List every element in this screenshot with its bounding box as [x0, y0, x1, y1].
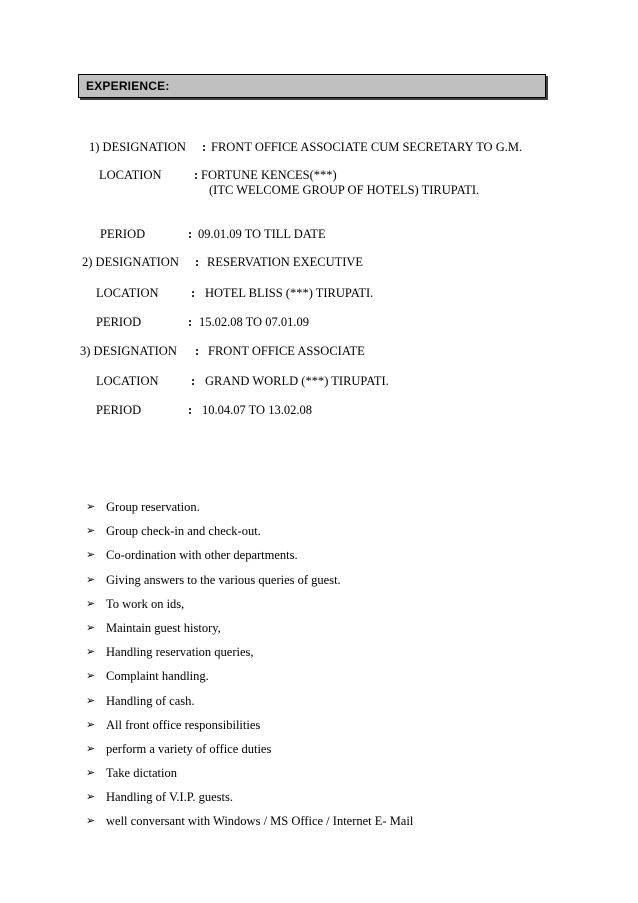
job-3-location-label: LOCATION	[96, 374, 159, 388]
list-item	[86, 524, 413, 548]
list-item-text: Group check-in and check-out.	[106, 524, 261, 539]
job-2-location-label: LOCATION	[96, 286, 159, 300]
job-1-location-label: LOCATION	[99, 168, 162, 182]
arrow-bullet-icon: ➢	[86, 524, 96, 538]
job-1-location-value-line2: (ITC WELCOME GROUP OF HOTELS) TIRUPATI.	[209, 183, 480, 197]
job-1-location-separator: :	[194, 168, 199, 182]
arrow-bullet-icon: ➢	[86, 548, 96, 562]
job-3-designation-value: FRONT OFFICE ASSOCIATE	[208, 344, 365, 358]
list-item-text: Take dictation	[106, 766, 177, 781]
job-1-location-value: FORTUNE KENCES(***)	[201, 168, 337, 182]
job-2-period-label: PERIOD	[96, 315, 142, 329]
list-item-text: To work on ids,	[106, 596, 185, 611]
list-item-text: well conversant with Windows / MS Office / Internet E- Mail	[106, 814, 414, 829]
list-item-text: perform a variety of office duties	[106, 741, 272, 756]
list-item	[86, 790, 413, 814]
job-1-designation-label: 1) DESIGNATION	[89, 140, 186, 154]
list-item	[86, 645, 413, 669]
list-item	[86, 718, 413, 742]
job-3-period-label: PERIOD	[96, 403, 142, 417]
arrow-bullet-icon: ➢	[86, 620, 96, 634]
list-item-text: Handling of V.I.P. guests.	[106, 790, 233, 805]
list-item	[86, 548, 413, 572]
list-item-text: Handling reservation queries,	[106, 645, 254, 660]
job-1-period-label: PERIOD	[100, 227, 146, 241]
job-1-period-value: 09.01.09 TO TILL DATE	[198, 227, 326, 241]
job-3-location-value: GRAND WORLD (***) TIRUPATI.	[205, 374, 389, 388]
job-3-designation-label: 3) DESIGNATION	[80, 344, 177, 358]
list-item-text: Complaint handling.	[106, 669, 209, 684]
job-2-period-separator: :	[188, 315, 193, 329]
job-1-designation-value: FRONT OFFICE ASSOCIATE CUM SECRETARY TO G.M.	[211, 140, 523, 154]
arrow-bullet-icon: ➢	[86, 500, 96, 513]
list-item	[86, 766, 413, 790]
job-2-period-value: 15.02.08 TO 07.01.09	[199, 315, 309, 329]
arrow-bullet-icon: ➢	[86, 693, 96, 707]
arrow-bullet-icon: ➢	[86, 596, 96, 610]
list-item	[86, 621, 413, 645]
list-item	[86, 500, 413, 524]
job-1-period-separator: :	[188, 227, 193, 241]
list-item-text: Co-ordination with other departments.	[106, 548, 298, 563]
arrow-bullet-icon: ➢	[86, 790, 96, 804]
job-3-designation-separator: :	[195, 344, 200, 358]
job-2-location-value: HOTEL BLISS (***) TIRUPATI.	[205, 286, 374, 300]
list-item	[86, 814, 413, 838]
list-item-text: Giving answers to the various queries of guest.	[106, 572, 341, 587]
list-item	[86, 573, 413, 597]
arrow-bullet-icon: ➢	[86, 669, 96, 683]
responsibilities-list	[86, 500, 413, 839]
arrow-bullet-icon: ➢	[86, 741, 96, 755]
experience-section-header	[78, 74, 546, 98]
job-2-designation-value: RESERVATION EXECUTIVE	[207, 255, 364, 269]
job-3-period-separator: :	[188, 403, 193, 417]
list-item-text: Handling of cash.	[106, 693, 195, 708]
arrow-bullet-icon: ➢	[86, 717, 96, 731]
job-1-designation-separator: :	[202, 140, 207, 154]
list-item-text: Group reservation.	[106, 500, 200, 514]
arrow-bullet-icon: ➢	[86, 766, 96, 780]
arrow-bullet-icon: ➢	[86, 645, 96, 659]
arrow-bullet-icon: ➢	[86, 572, 96, 586]
list-item-text: All front office responsibilities	[106, 717, 261, 732]
list-item	[86, 742, 413, 766]
job-3-period-value: 10.04.07 TO 13.02.08	[202, 403, 312, 417]
job-3-location-separator: :	[191, 374, 196, 388]
list-item	[86, 669, 413, 693]
section-title: EXPERIENCE:	[86, 79, 170, 93]
list-item	[86, 597, 413, 621]
arrow-bullet-icon: ➢	[86, 814, 96, 828]
job-2-designation-separator: :	[195, 255, 200, 269]
list-item	[86, 694, 413, 718]
list-item-text: Maintain guest history,	[106, 620, 221, 635]
job-2-location-separator: :	[191, 286, 196, 300]
job-2-designation-label: 2) DESIGNATION	[82, 255, 179, 269]
